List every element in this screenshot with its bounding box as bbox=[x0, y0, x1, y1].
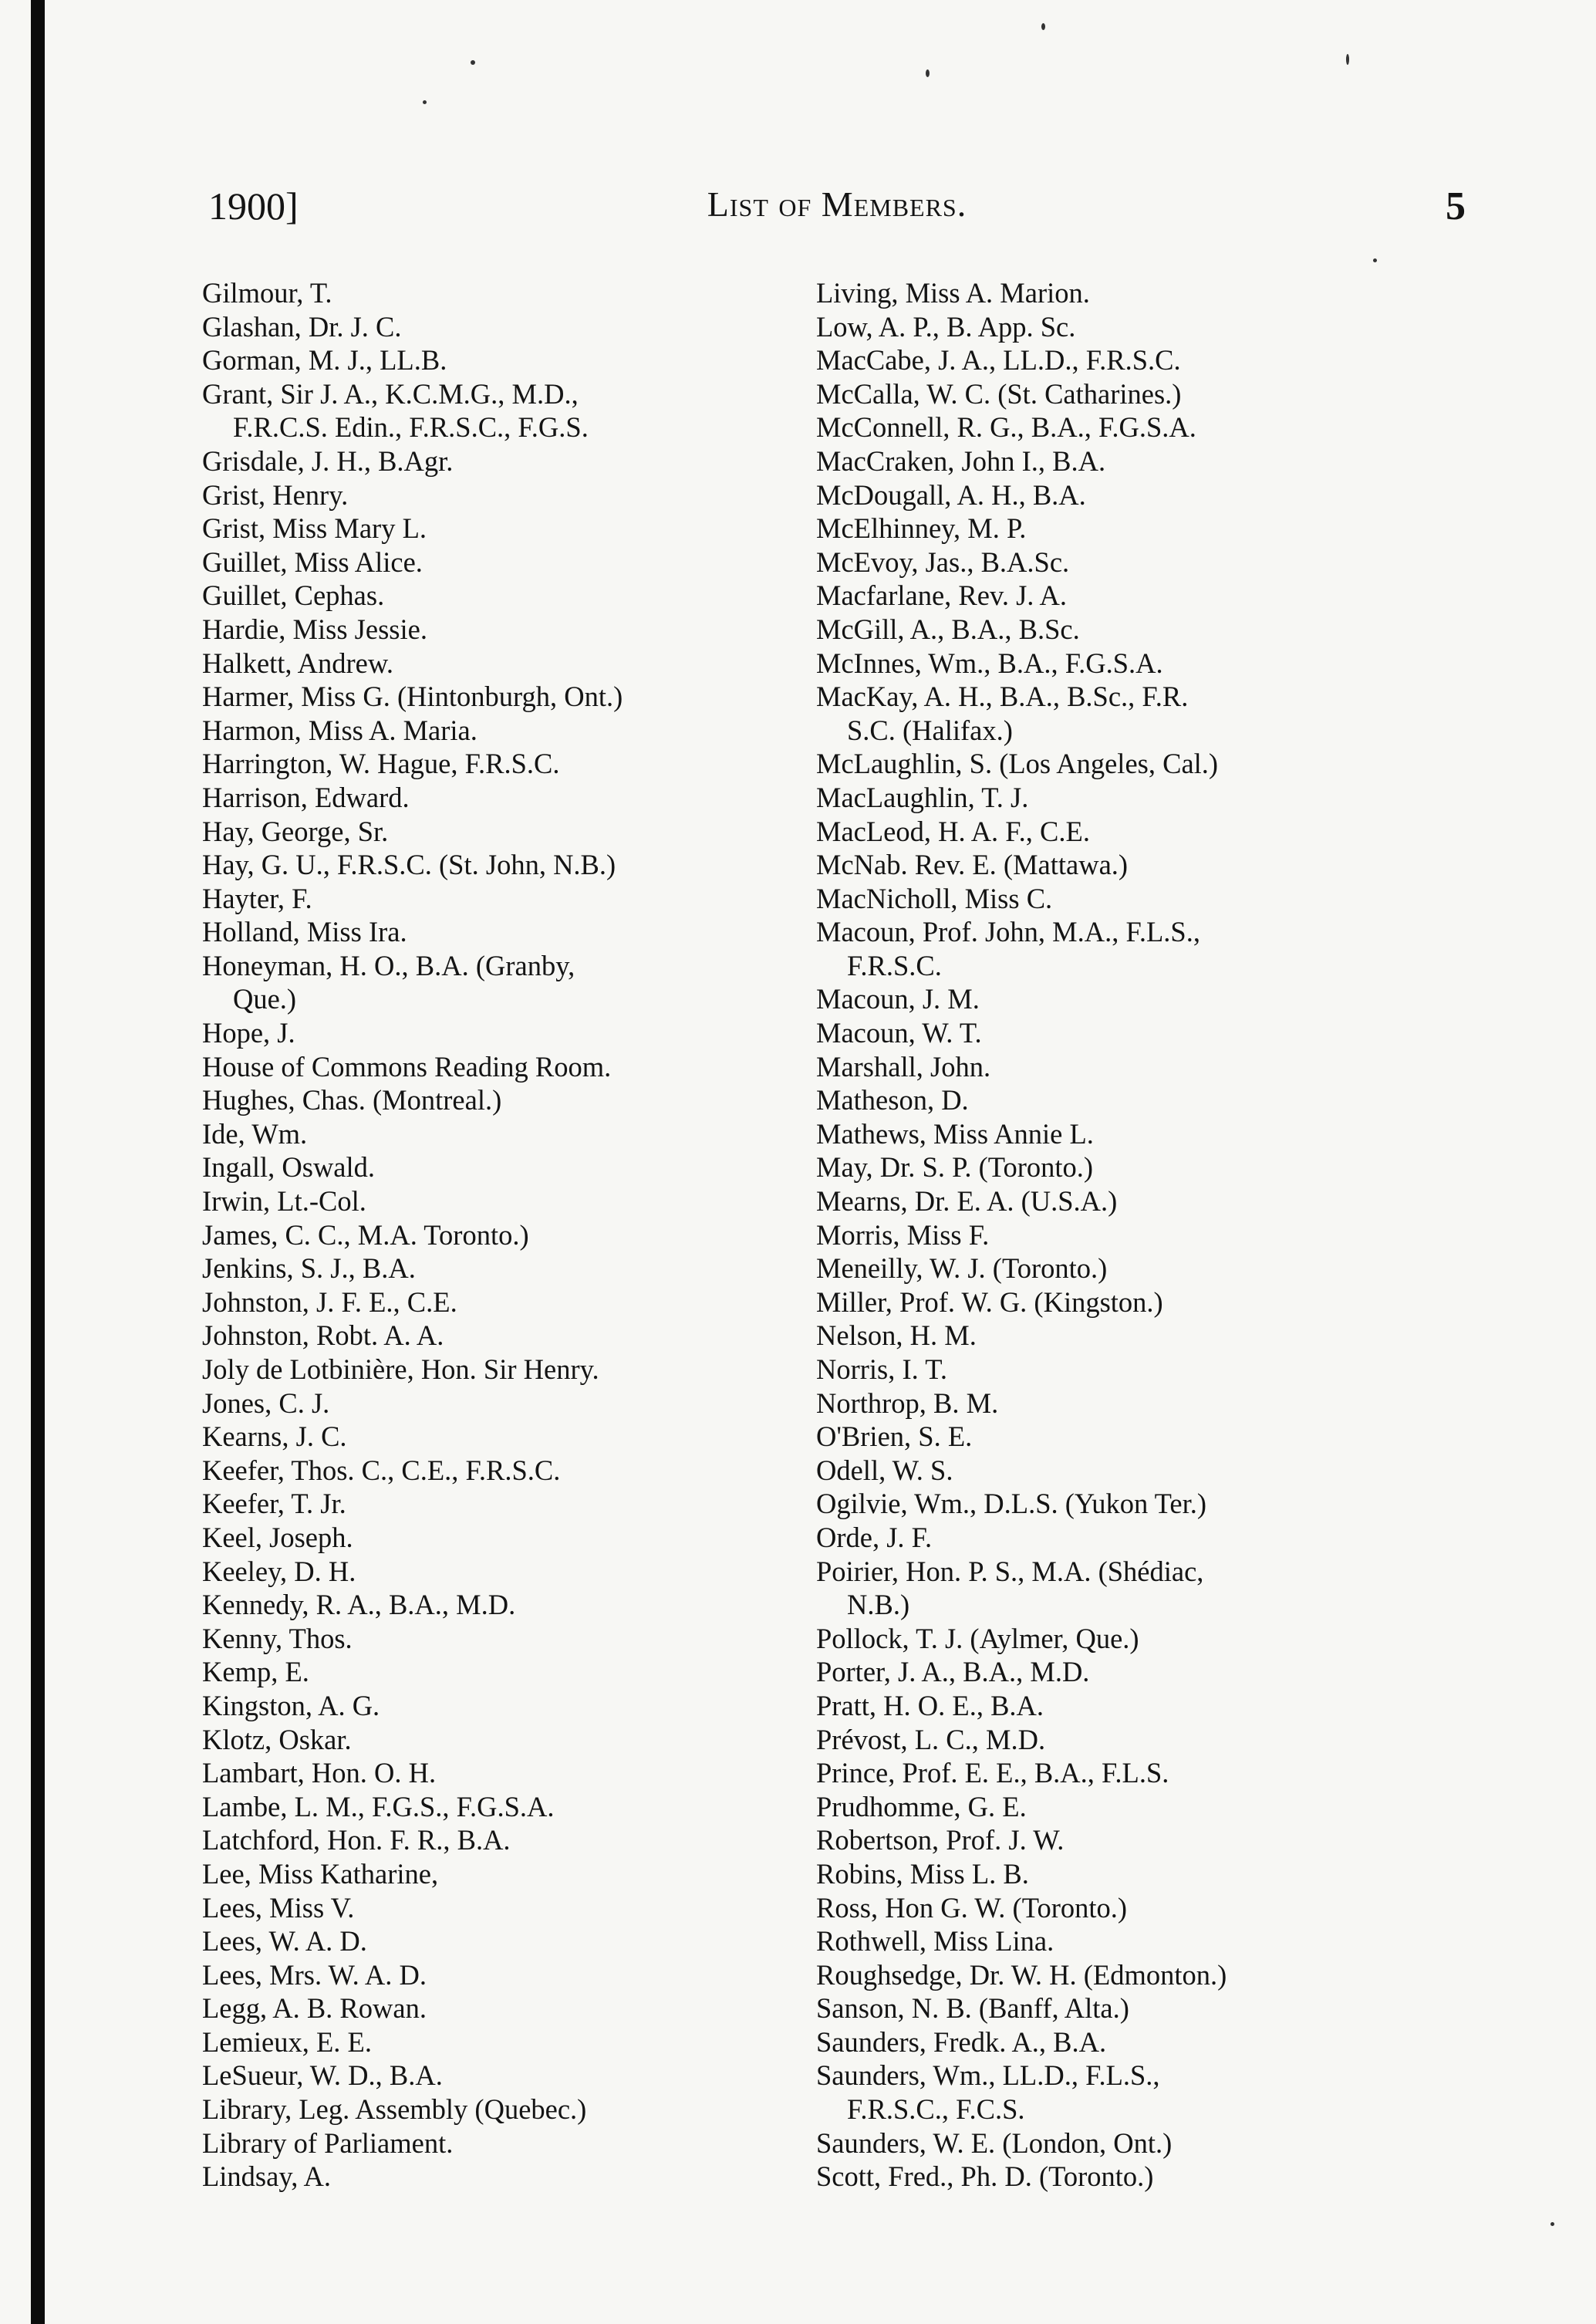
member-entry: Irwin, Lt.-Col. bbox=[202, 1185, 366, 1218]
member-entry: Odell, W. S. bbox=[816, 1454, 953, 1486]
member-entry: Jones, C. J. bbox=[202, 1387, 330, 1419]
member-entry: McCalla, W. C. (St. Catharines.) bbox=[816, 377, 1182, 410]
member-entry: McElhinney, M. P. bbox=[816, 512, 1027, 545]
member-entry: Guillet, Miss Alice. bbox=[202, 546, 423, 578]
member-entry: Keefer, T. Jr. bbox=[202, 1488, 346, 1520]
member-entry: Harmer, Miss G. (Hintonburgh, Ont.) bbox=[202, 681, 623, 713]
member-entry: Robertson, Prof. J. W. bbox=[816, 1824, 1065, 1856]
member-entry: Roughsedge, Dr. W. H. (Edmonton.) bbox=[816, 1958, 1227, 1991]
member-entry: Prudhomme, G. E. bbox=[816, 1790, 1027, 1822]
member-entry: MacCraken, John I., B.A. bbox=[816, 444, 1106, 477]
member-entry-continuation: Que.) bbox=[233, 983, 297, 1015]
member-entry: Hughes, Chas. (Montreal.) bbox=[202, 1084, 502, 1116]
member-entry: Ide, Wm. bbox=[202, 1117, 308, 1150]
scan-speck bbox=[1041, 23, 1045, 30]
page-header bbox=[208, 184, 1466, 245]
member-entry: Harrison, Edward. bbox=[202, 781, 410, 813]
member-entry: McInnes, Wm., B.A., F.G.S.A. bbox=[816, 647, 1163, 679]
member-entry: McDougall, A. H., B.A. bbox=[816, 478, 1086, 511]
member-entry: Lindsay, A. bbox=[202, 2160, 331, 2193]
member-entry: Meneilly, W. J. (Toronto.) bbox=[816, 1252, 1108, 1285]
member-entry: Ingall, Oswald. bbox=[202, 1151, 376, 1184]
member-entry-continuation: F.R.C.S. Edin., F.R.S.C., F.G.S. bbox=[233, 411, 589, 444]
member-entry: Sanson, N. B. (Banff, Alta.) bbox=[816, 1992, 1129, 2025]
member-entry: Library of Parliament. bbox=[202, 2126, 454, 2159]
member-entry: Pollock, T. J. (Aylmer, Que.) bbox=[816, 1622, 1139, 1654]
member-entry: McEvoy, Jas., B.A.Sc. bbox=[816, 546, 1070, 578]
member-entry: Harmon, Miss A. Maria. bbox=[202, 714, 477, 746]
member-entry: Macoun, J. M. bbox=[816, 983, 980, 1015]
member-entry: Saunders, Wm., LL.D., F.L.S., bbox=[816, 2059, 1160, 2092]
member-entry: Lee, Miss Katharine, bbox=[202, 1857, 439, 1890]
member-entry: Honeyman, H. O., B.A. (Granby, bbox=[202, 949, 575, 981]
member-entry: Macfarlane, Rev. J. A. bbox=[816, 579, 1068, 612]
member-entry: Ogilvie, Wm., D.L.S. (Yukon Ter.) bbox=[816, 1488, 1207, 1520]
member-entry: Miller, Prof. W. G. (Kingston.) bbox=[816, 1285, 1163, 1318]
member-entry: McLaughlin, S. (Los Angeles, Cal.) bbox=[816, 748, 1219, 780]
book-spine-shadow bbox=[31, 0, 45, 2324]
member-entry: Mathews, Miss Annie L. bbox=[816, 1117, 1094, 1150]
member-entry: Grisdale, J. H., B.Agr. bbox=[202, 444, 454, 477]
member-entry: Low, A. P., B. App. Sc. bbox=[816, 310, 1076, 343]
member-entry: McGill, A., B.A., B.Sc. bbox=[816, 613, 1080, 645]
member-entry-continuation: F.R.S.C. bbox=[847, 949, 942, 981]
member-entry: Keefer, Thos. C., C.E., F.R.S.C. bbox=[202, 1454, 561, 1486]
member-entry: Living, Miss A. Marion. bbox=[816, 277, 1090, 309]
member-entry: Keeley, D. H. bbox=[202, 1555, 356, 1587]
left-member-column bbox=[202, 276, 819, 2194]
member-entry: Lees, Mrs. W. A. D. bbox=[202, 1958, 427, 1991]
member-entry: Kemp, E. bbox=[202, 1656, 309, 1688]
member-entry: Guillet, Cephas. bbox=[202, 579, 385, 612]
member-entry: Macoun, Prof. John, M.A., F.L.S., bbox=[816, 916, 1200, 948]
member-entry: Kenny, Thos. bbox=[202, 1622, 353, 1654]
page-title: List of Members. bbox=[707, 184, 967, 224]
member-entry: Halkett, Andrew. bbox=[202, 647, 393, 679]
member-entry-continuation: N.B.) bbox=[847, 1589, 910, 1621]
member-entry: Harrington, W. Hague, F.R.S.C. bbox=[202, 748, 560, 780]
member-entry: Grist, Henry. bbox=[202, 478, 349, 511]
member-entry: O'Brien, S. E. bbox=[816, 1420, 973, 1453]
member-entry: Glashan, Dr. J. C. bbox=[202, 310, 402, 343]
scan-speck bbox=[1373, 258, 1377, 262]
member-entry: Klotz, Oskar. bbox=[202, 1723, 352, 1755]
member-entry: Hayter, F. bbox=[202, 882, 312, 914]
member-entry: Scott, Fred., Ph. D. (Toronto.) bbox=[816, 2160, 1154, 2193]
member-entry: Gilmour, T. bbox=[202, 277, 332, 309]
member-entry: Kearns, J. C. bbox=[202, 1420, 347, 1453]
member-entry: Hardie, Miss Jessie. bbox=[202, 613, 427, 645]
member-entry: Marshall, John. bbox=[816, 1050, 991, 1083]
header-year: 1900] bbox=[208, 184, 299, 228]
member-entry: Hay, George, Sr. bbox=[202, 815, 389, 847]
member-entry: Lemieux, E. E. bbox=[202, 2025, 372, 2058]
member-entry: Grant, Sir J. A., K.C.M.G., M.D., bbox=[202, 377, 579, 410]
member-entry: Orde, J. F. bbox=[816, 1521, 933, 1553]
member-entry: Grist, Miss Mary L. bbox=[202, 512, 427, 545]
member-entry: Macoun, W. T. bbox=[816, 1017, 982, 1049]
member-entry: Jenkins, S. J., B.A. bbox=[202, 1252, 416, 1285]
member-entry: Gorman, M. J., LL.B. bbox=[202, 344, 447, 377]
member-entry: Lambe, L. M., F.G.S., F.G.S.A. bbox=[202, 1790, 555, 1822]
member-entry: Mearns, Dr. E. A. (U.S.A.) bbox=[816, 1185, 1118, 1218]
member-entry: MacCabe, J. A., LL.D., F.R.S.C. bbox=[816, 344, 1181, 377]
member-entry: Ross, Hon G. W. (Toronto.) bbox=[816, 1891, 1128, 1924]
member-entry: Matheson, D. bbox=[816, 1084, 969, 1116]
member-entry: McNab. Rev. E. (Mattawa.) bbox=[816, 849, 1129, 881]
member-entry: Saunders, Fredk. A., B.A. bbox=[816, 2025, 1107, 2058]
member-entry: Prince, Prof. E. E., B.A., F.L.S. bbox=[816, 1757, 1169, 1789]
right-member-column bbox=[816, 276, 1449, 2194]
member-entry: Morris, Miss F. bbox=[816, 1218, 990, 1251]
member-entry: Pratt, H. O. E., B.A. bbox=[816, 1689, 1044, 1721]
member-entry: Lambart, Hon. O. H. bbox=[202, 1757, 437, 1789]
member-entry: Prévost, L. C., M.D. bbox=[816, 1723, 1046, 1755]
member-entry: Norris, I. T. bbox=[816, 1353, 947, 1385]
member-entry: Kingston, A. G. bbox=[202, 1689, 380, 1721]
member-entry: Rothwell, Miss Lina. bbox=[816, 1925, 1054, 1957]
member-entry: MacLaughlin, T. J. bbox=[816, 781, 1029, 813]
member-entry: Latchford, Hon. F. R., B.A. bbox=[202, 1824, 511, 1856]
member-entry: MacLeod, H. A. F., C.E. bbox=[816, 815, 1090, 847]
member-entry: Poirier, Hon. P. S., M.A. (Shédiac, bbox=[816, 1555, 1204, 1587]
member-entry: Kennedy, R. A., B.A., M.D. bbox=[202, 1589, 516, 1621]
member-entry: Holland, Miss Ira. bbox=[202, 916, 407, 948]
scan-speck bbox=[471, 60, 475, 65]
member-entry: Saunders, W. E. (London, Ont.) bbox=[816, 2126, 1173, 2159]
member-entry: Keel, Joseph. bbox=[202, 1521, 353, 1553]
member-entry: Porter, J. A., B.A., M.D. bbox=[816, 1656, 1090, 1688]
member-entry: Joly de Lotbinière, Hon. Sir Henry. bbox=[202, 1353, 599, 1385]
member-entry: Nelson, H. M. bbox=[816, 1319, 977, 1352]
member-entry: May, Dr. S. P. (Toronto.) bbox=[816, 1151, 1094, 1184]
member-entry: Johnston, Robt. A. A. bbox=[202, 1319, 444, 1352]
member-entry: Johnston, J. F. E., C.E. bbox=[202, 1285, 457, 1318]
member-entry: Hay, G. U., F.R.S.C. (St. John, N.B.) bbox=[202, 849, 616, 881]
member-entry: James, C. C., M.A. Toronto.) bbox=[202, 1218, 529, 1251]
member-entry: Library, Leg. Assembly (Quebec.) bbox=[202, 2093, 587, 2126]
member-entry: MacKay, A. H., B.A., B.Sc., F.R. bbox=[816, 681, 1189, 713]
scan-speck bbox=[423, 100, 427, 104]
page-number: 5 bbox=[1446, 184, 1466, 228]
member-entry: Northrop, B. M. bbox=[816, 1387, 999, 1419]
member-entry: Lees, W. A. D. bbox=[202, 1925, 367, 1957]
scan-speck bbox=[1346, 54, 1349, 65]
member-entry: House of Commons Reading Room. bbox=[202, 1050, 612, 1083]
member-entry: MacNicholl, Miss C. bbox=[816, 882, 1053, 914]
member-entry: McConnell, R. G., B.A., F.G.S.A. bbox=[816, 411, 1196, 444]
scan-speck bbox=[1550, 2222, 1554, 2226]
member-entry: Hope, J. bbox=[202, 1017, 295, 1049]
member-entry-continuation: S.C. (Halifax.) bbox=[847, 714, 1013, 746]
member-entry: Legg, A. B. Rowan. bbox=[202, 1992, 427, 2025]
member-entry: Lees, Miss V. bbox=[202, 1891, 355, 1924]
member-entry-continuation: F.R.S.C., F.C.S. bbox=[847, 2093, 1025, 2126]
member-entry: Robins, Miss L. B. bbox=[816, 1857, 1029, 1890]
member-entry: LeSueur, W. D., B.A. bbox=[202, 2059, 443, 2092]
scan-speck bbox=[926, 69, 930, 77]
